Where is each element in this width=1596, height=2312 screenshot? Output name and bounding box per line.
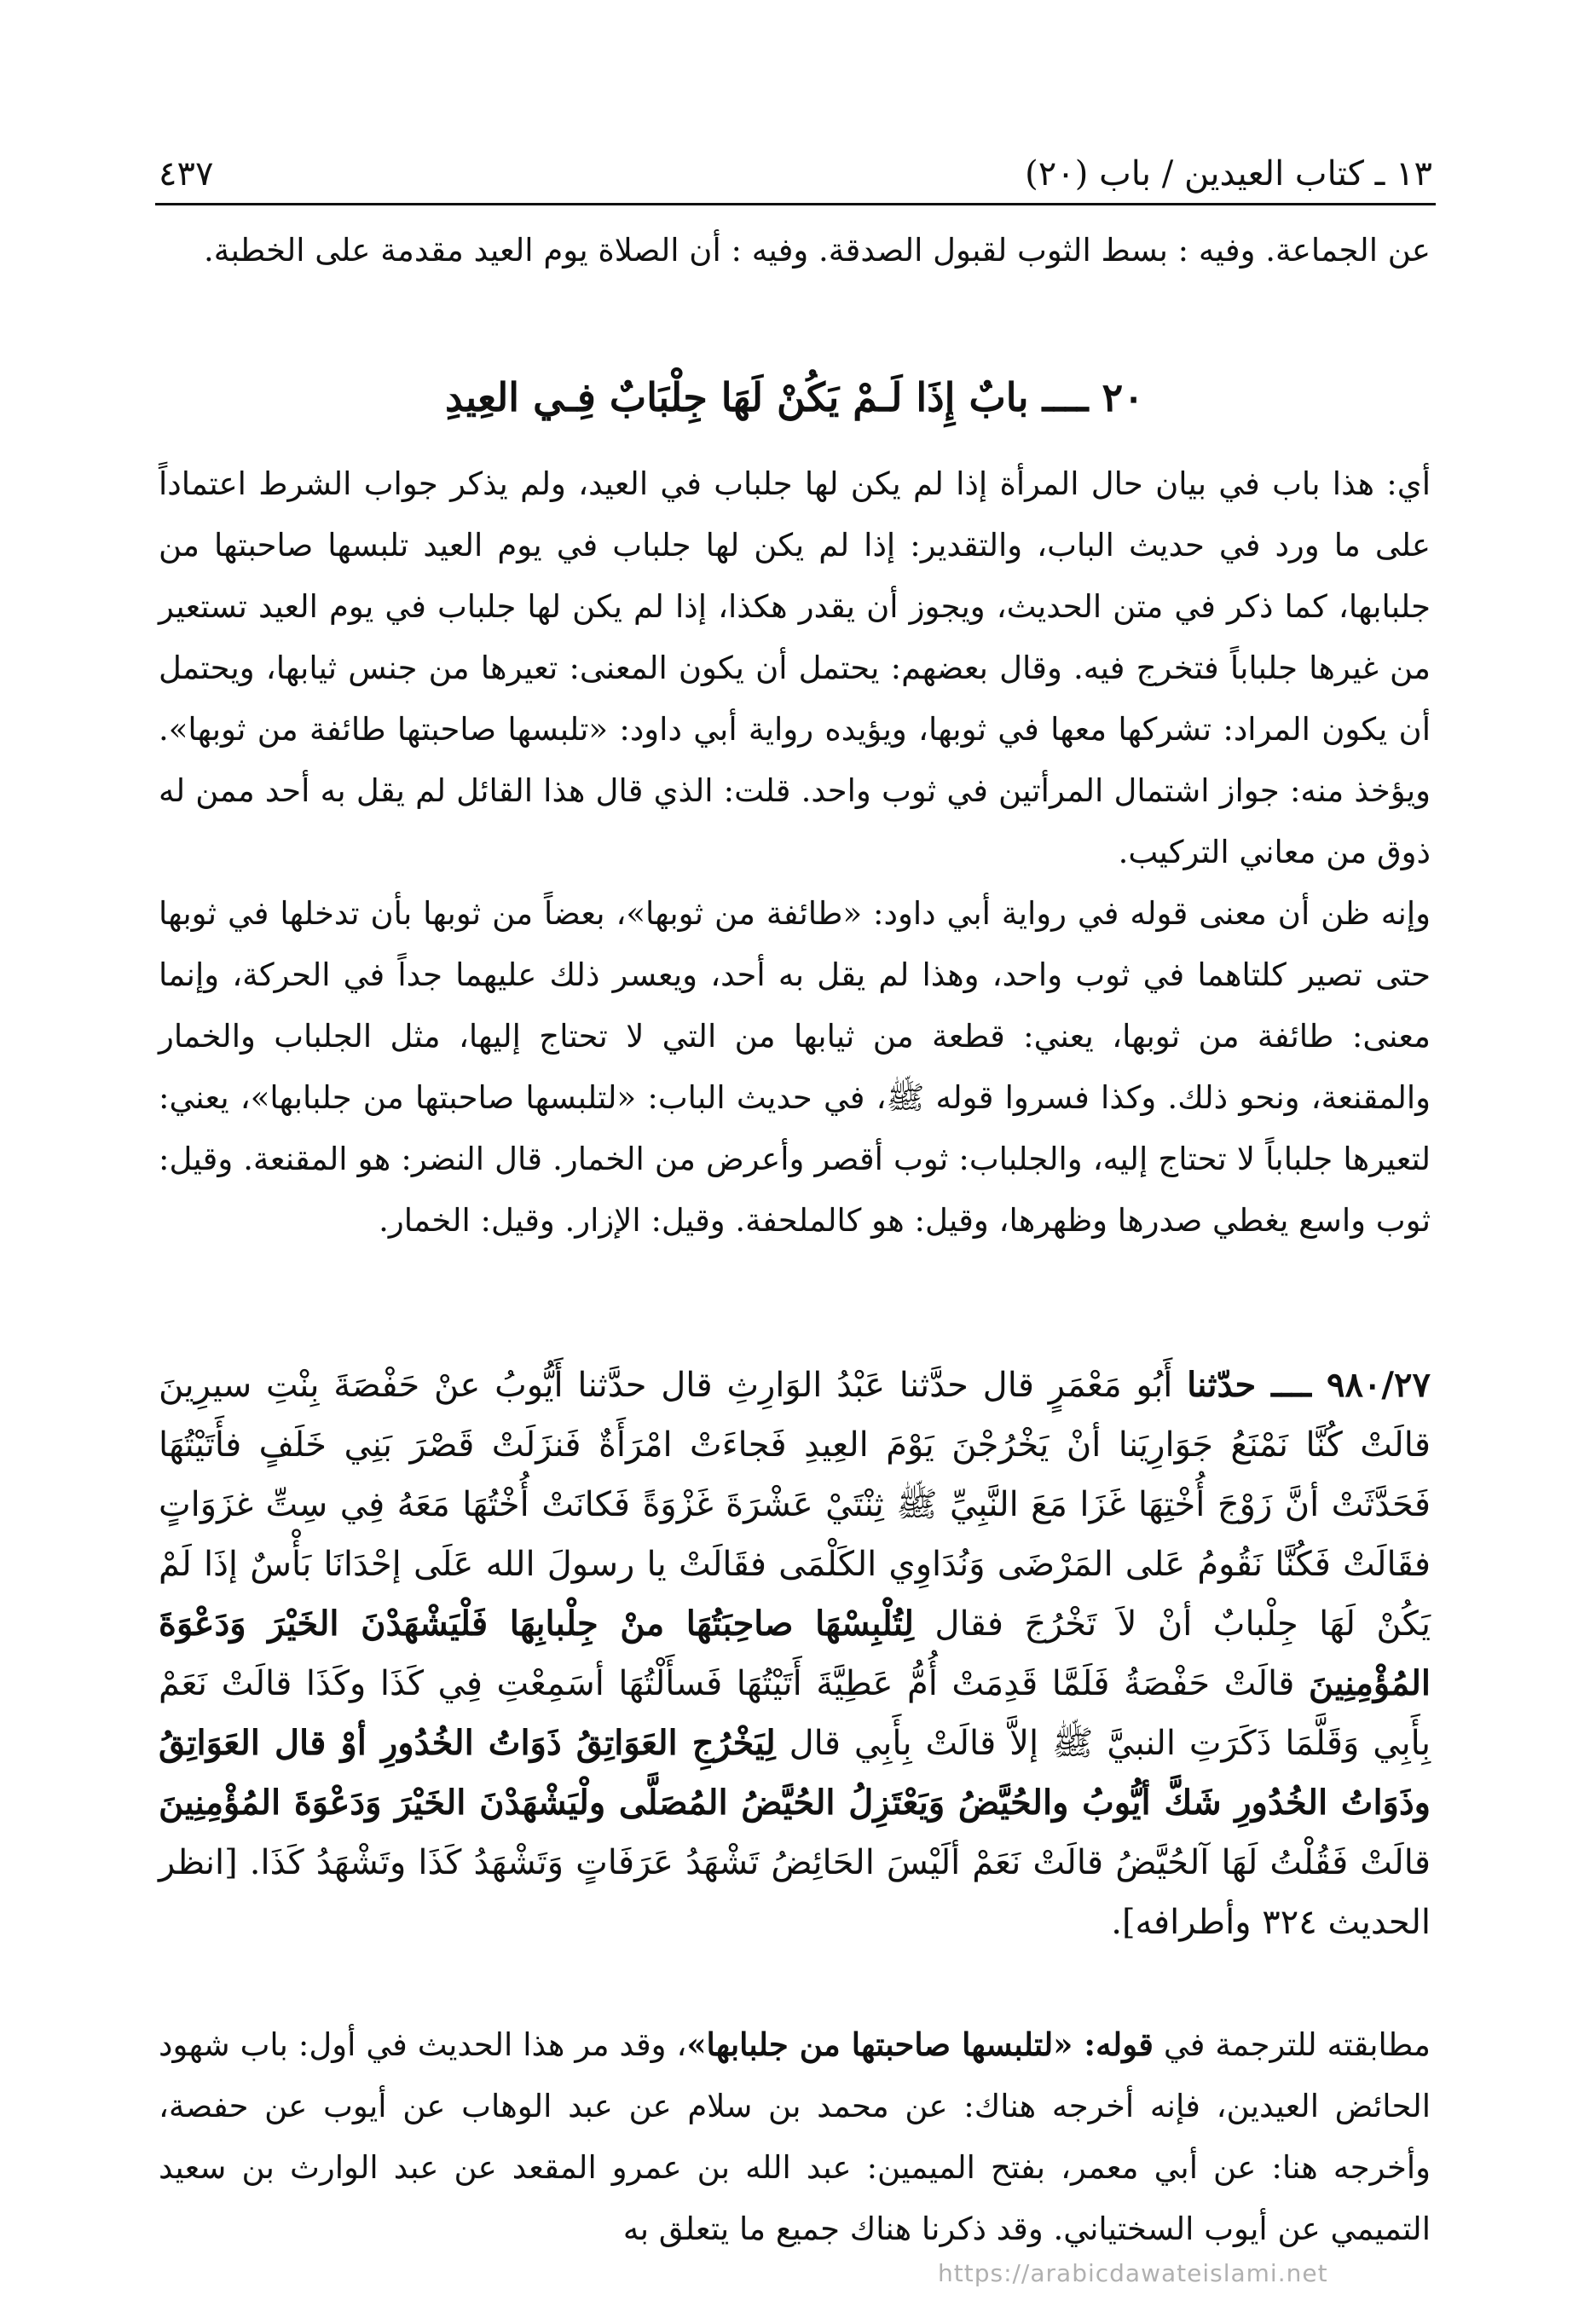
hadith-bold-1: لِتُلْبِسْهَا صاحِبَتُهَا منْ جِلْبابِهَا فَلْيَشْهَدْنَ الخَيْرَ وَدَعْوَةَ المُؤْمِنِينَ [159, 1604, 1431, 1703]
intro-paragraph: عن الجماعة. وفيه : بسط الثوب لقبول الصدقة. وفيه : أن الصلاة يوم العيد مقدمة على الخطبة. [203, 232, 1431, 269]
analysis-paragraph [159, 2014, 1431, 2260]
page-number: ٤٣٧ [159, 154, 214, 194]
running-header-chapter: ١٣ ـ كتاب العيدين / باب (٢٠) [1025, 154, 1432, 194]
hadith-reference: [انظر الحديث ٣٢٤ وأطرافه]. [159, 1843, 1431, 1942]
chapter-title: ٢٠ ــــ بابٌ إِذَا لَـمْ يَكُنْ لَهَا جِلْبَابٌ فِـي العِيدِ [445, 374, 1144, 420]
hadith-text-1: أَبُو مَعْمَرٍ قال حدَّثنا عَبْدُ الوَارِثِ قال حدَّثنا أَيُّوبُ عنْ حَفْصَةَ بِنْتِ سيرِينَ قالَتْ كُنَّا نَمْنَعُ جَوَارِيَنا أنْ يَخْرُجْنَ يَوْمَ العِيدِ فَجاءَتْ امْرَأَةٌ فَنزَلَتْ قَصْرَ بَنِي خَلَفٍ فأَتَيْتُهَا فَحَدَّثَتْ أنَّ زَوْجَ أُخْتِهَا غَزَا مَعَ النَّبِيِّ ﷺ ثِنْتَيْ عَشْرَةَ غَزْوَةً فَكانَتْ أُخْتُهَا مَعَهُ فِي سِتِّ غزَوَاتٍ فقَالَتْ فَكُنَّا نَقُومُ عَلى المَرْضَى وَنُدَاوِي الكَلْمَى فقَالَتْ يا رسولَ الله عَلَى إحْدَانَا بَأْسٌ إذَا لَمْ يَكُنْ لَهَا جِلْبابٌ أنْ لاَ تَخْرُجَ فقال [159, 1366, 1431, 1644]
analysis-lead: مطابقته للترجمة في [1154, 2026, 1431, 2063]
commentary-block [159, 454, 1431, 1251]
hadith-number: ٩٨٠/٢٧ [1326, 1365, 1431, 1405]
hadith-text-2: قالَتْ حَفْصَةُ فَلَمَّا قَدِمَتْ أُمُّ عَطِيَّةَ أَتَيْتُهَا فَسأَلْتُهَا أسَمِعْتِ فِي كَذَا وكَذَا قالَتْ نَعَمْ بِأَبِي وَقَلَّمَا ذَكَرَتِ النبيَّ ﷺ إلاَّ قالَتْ بِأَبِي قال [159, 1664, 1431, 1763]
hadith-bold-2: لِيَخْرُجِ العَوَاتِقُ ذَوَاتُ الخُدُورِ أوْ قال العَوَاتِقُ وذَوَاتُ الخُدُورِ شَكَّ أيُّوبُ والحُيَّضُ وَيَعْتَزِلُ الحُيَّضُ المُصَلَّى ولْيَشْهَدْنَ الخَيْرَ وَدَعْوَةَ المُؤْمِنِينَ [159, 1723, 1431, 1823]
page-header [159, 130, 1432, 194]
hadith-text-3: قالَتْ فَقُلْتُ لَهَا آلحُيَّضُ قالَتْ نَعَمْ ألَيْسَ الحَائِضُ تَشْهَدُ عَرَفَاتٍ وَتَشْهَدُ كَذَا وتَشْهَدُ كَذَا. [249, 1843, 1431, 1882]
analysis-text: ، وقد مر هذا الحديث في أول: باب شهود الحائض العيدين، فإنه أخرجه هناك: عن محمد بن سلام عن عبد الوهاب عن أيوب عن حفصة، وأخرجه هنا: عن أبي معمر، بفتح الميمين: عبد الله بن عمرو المقعد عن عبد الوارث بن سعيد التميمي عن أيوب السختياني. وقد ذكرنا هناك جميع ما يتعلق به [159, 2026, 1431, 2247]
hadith-opening: حدّثنا [1187, 1365, 1257, 1405]
hadith-block [159, 1355, 1431, 1952]
commentary-paragraph-2: وإنه ظن أن معنى قوله في رواية أبي داود: «طائفة من ثوبها»، بعضاً من ثوبها بأن تدخلها في ثوبها حتى تصير كلتاهما في ثوب واحد، وهذا لم يقل به أحد، ويعسر ذلك عليهما جداً في الحركة، وإنما معنى: طائفة من ثوبها، يعني: قطعة من ثيابها من التي لا تحتاج إليها، مثل الجلباب والخمار والمقنعة، ونحو ذلك. وكذا فسروا قوله ﷺ، في حديث الباب: «لتلبسها صاحبتها من جلبابها»، يعني: لتعيرها جلباباً لا تحتاج إليه، والجلباب: ثوب أقصر وأعرض من الخمار. قال النضر: هو المقنعة. وقيل: ثوب واسع يغطي صدرها وظهرها، وقيل: هو كالملحفة. وقيل: الإزار. وقيل: الخمار. [159, 895, 1431, 1239]
header-rule [155, 203, 1436, 205]
hadith-dash: ــــ [1256, 1365, 1327, 1405]
analysis-bold: قوله: «لتلبسها صاحبتها من جلبابها» [686, 2026, 1154, 2063]
hadith-paragraph [159, 1355, 1431, 1952]
commentary-paragraph-1: أي: هذا باب في بيان حال المرأة إذا لم يكن لها جلباب في العيد، ولم يذكر جواب الشرط اعتماداً على ما ورد في حديث الباب، والتقدير: إذا لم يكن لها جلباب في يوم العيد تلبسها صاحبتها من جلبابها، كما ذكر في متن الحديث، ويجوز أن يقدر هكذا، إذا لم يكن لها جلباب في يوم العيد تستعير من غيرها جلباباً فتخرج فيه. وقال بعضهم: يحتمل أن يكون المعنى: تعيرها من جنس ثيابها، ويحتمل أن يكون المراد: تشركها معها في ثوبها، ويؤيده رواية أبي داود: «تلبسها صاحبتها طائفة من ثوبها». ويؤخذ منه: جواز اشتمال المرأتين في ثوب واحد. قلت: الذي قال هذا القائل لم يقل به أحد ممن له ذوق من معاني التركيب. [159, 465, 1431, 870]
watermark-url: https://arabicdawateislami.net [938, 2259, 1328, 2287]
analysis-block [159, 2014, 1431, 2260]
intro-block [159, 220, 1431, 281]
